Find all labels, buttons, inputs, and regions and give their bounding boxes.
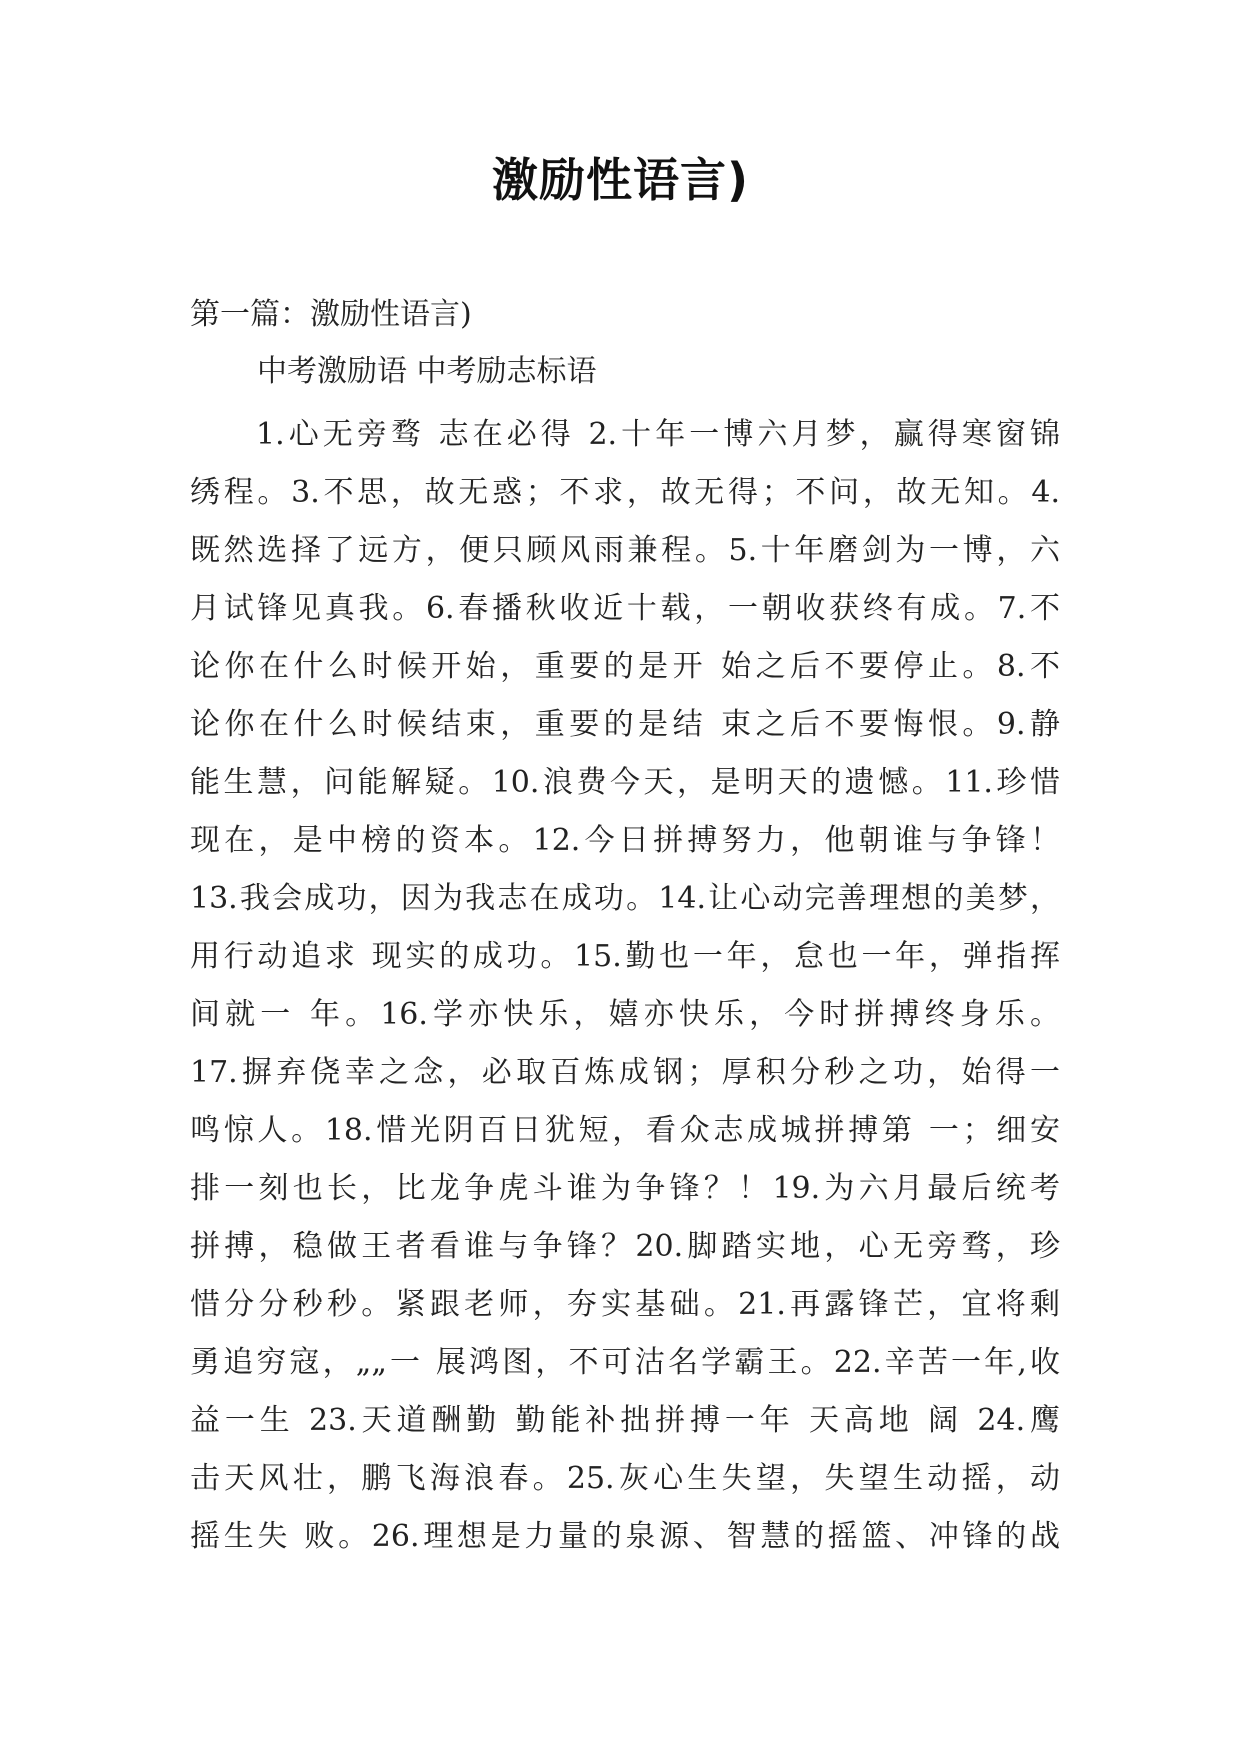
text-line: 现在，是中榜的资本。12.今日拼搏努力，他朝谁与争锋！: [190, 823, 1060, 858]
text-line: 击天风壮，鹏飞海浪春。25.灰心生失望，失望生动摇，动: [190, 1461, 1060, 1496]
document-title: 激励性语言): [491, 153, 750, 207]
text-line: 论你在什么时候开始，重要的是开 始之后不要停止。8.不: [190, 649, 1060, 684]
body-text: [190, 406, 1060, 1566]
text-line: 惜分分秒秒。紧跟老师，夯实基础。21.再露锋芒，宜将剩: [190, 1287, 1060, 1322]
text-line: 益一生 23.天道酬勤 勤能补拙拼搏一年 天高地 阔 24.鹰: [190, 1403, 1060, 1438]
text-line: 17.摒弃侥幸之念，必取百炼成钢；厚积分秒之功，始得一: [190, 1055, 1060, 1090]
text-line: 能生慧，问能解疑。10.浪费今天，是明天的遗憾。11.珍惜: [190, 765, 1060, 800]
text-line: 勇追穷寇，„„一 展鸿图，不可沽名学霸王。22.辛苦一年,收: [190, 1345, 1060, 1380]
text-line: 摇生失 败。26.理想是力量的泉源、智慧的摇篮、冲锋的战: [190, 1519, 1060, 1554]
text-line: 拼搏，稳做王者看谁与争锋？20.脚踏实地，心无旁骛，珍: [190, 1229, 1060, 1264]
text-line: 月试锋见真我。6.春播秋收近十载，一朝收获终有成。7.不: [190, 591, 1060, 626]
text-line: 间就一 年。16.学亦快乐，嬉亦快乐，今时拼搏终身乐。: [190, 997, 1060, 1032]
text-line: 鸣惊人。18.惜光阴百日犹短，看众志成城拼搏第 一；细安: [190, 1113, 1060, 1148]
text-line: 13.我会成功，因为我志在成功。14.让心动完善理想的美梦，: [190, 881, 1060, 916]
text-line: 既然选择了远方，便只顾风雨兼程。5.十年磨剑为一博，六: [190, 533, 1060, 568]
text-line: 用行动追求 现实的成功。15.勤也一年，怠也一年，弹指挥: [190, 939, 1060, 974]
subheading: 中考激励语 中考励志标语: [257, 354, 597, 389]
text-line: 绣程。3.不思，故无惑；不求，故无得；不问，故无知。4.: [190, 475, 1060, 510]
text-line: 1.心无旁骛 志在必得 2.十年一博六月梦，赢得寒窗锦: [256, 417, 1060, 452]
text-line: 排一刻也长，比龙争虎斗谁为争锋？！19.为六月最后统考: [190, 1171, 1060, 1206]
text-line: 论你在什么时候结束，重要的是结 束之后不要悔恨。9.静: [190, 707, 1060, 742]
section-heading: 第一篇：激励性语言): [190, 297, 472, 332]
